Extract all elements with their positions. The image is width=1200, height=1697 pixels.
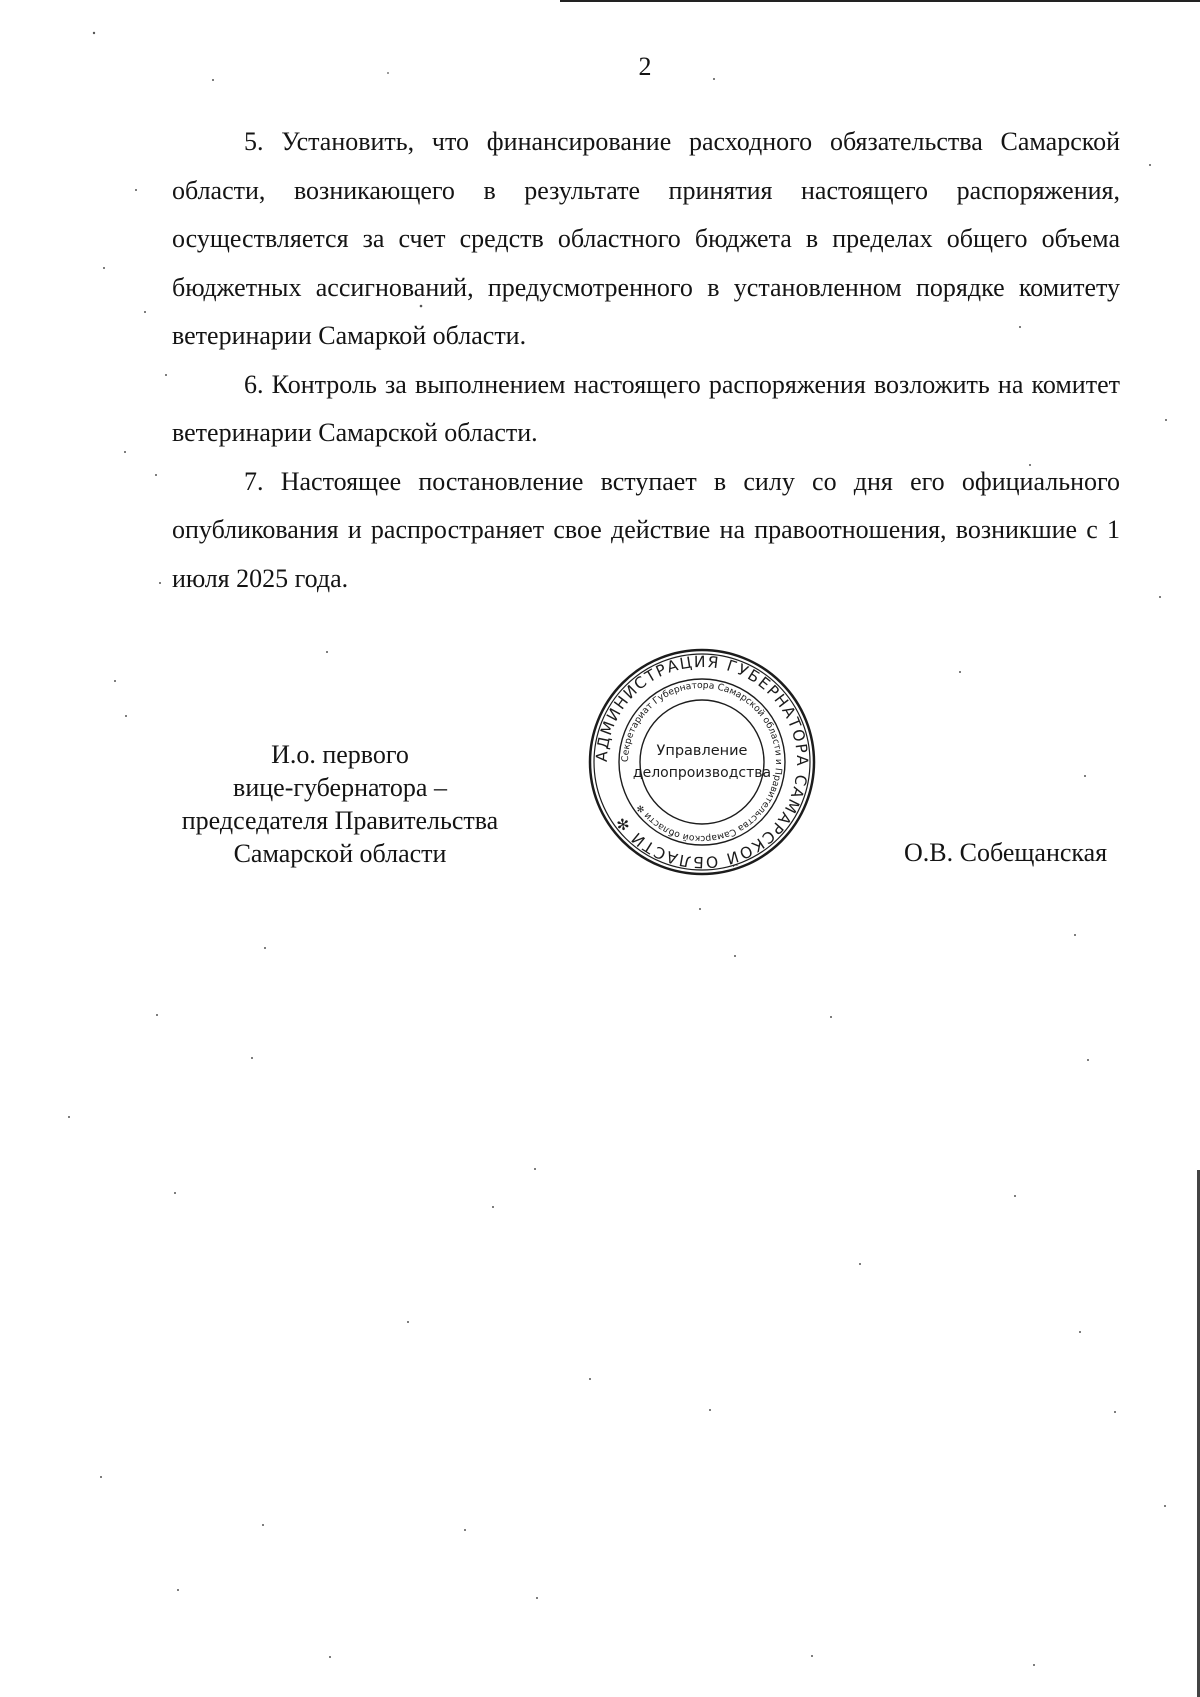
signatory-line: И.о. первого [271,740,409,769]
page-number: 2 [638,52,652,81]
stamp-inner-text: Секретариат Губернатора Самарской области и Правительства Самарской области ✻ [619,679,785,845]
signatory-line: Самарской области [233,839,447,868]
signatory-line: вице-губернатора – [233,773,447,802]
paragraph-5: 5. Установить, что финансирование расходного обязательства Самарской области, возникающего в результате принятия настоящего распоряжения, осуществляется за счет средств областного бюджета в пределах общего объема бюджетных ассигнований, предусмотренного в установленном порядке комитету ветеринарии Самаркой области. [172,127,1120,350]
stamp-outer-text: АДМИНИСТРАЦИЯ ГУБЕРНАТОРА САМАРСКОЙ ОБЛАСТИ ✻ [592,652,812,872]
signatory-line: председателя Правительства [181,806,499,835]
paragraph-6: 6. Контроль за выполнением настоящего распоряжения возложить на комитет ветеринарии Самарской области. [172,369,1120,447]
signer-name: О.В. Собещанская [904,838,1108,867]
paragraph-7: 7. Настоящее постановление вступает в силу со дня его официального опубликования и распространяет свое действие на правоотношения, возникшие с 1 июля 2025 года. [172,466,1120,593]
stamp-center-line-1: Управление [656,743,748,759]
stamp-center-line-2: делопроизводства [632,765,772,781]
